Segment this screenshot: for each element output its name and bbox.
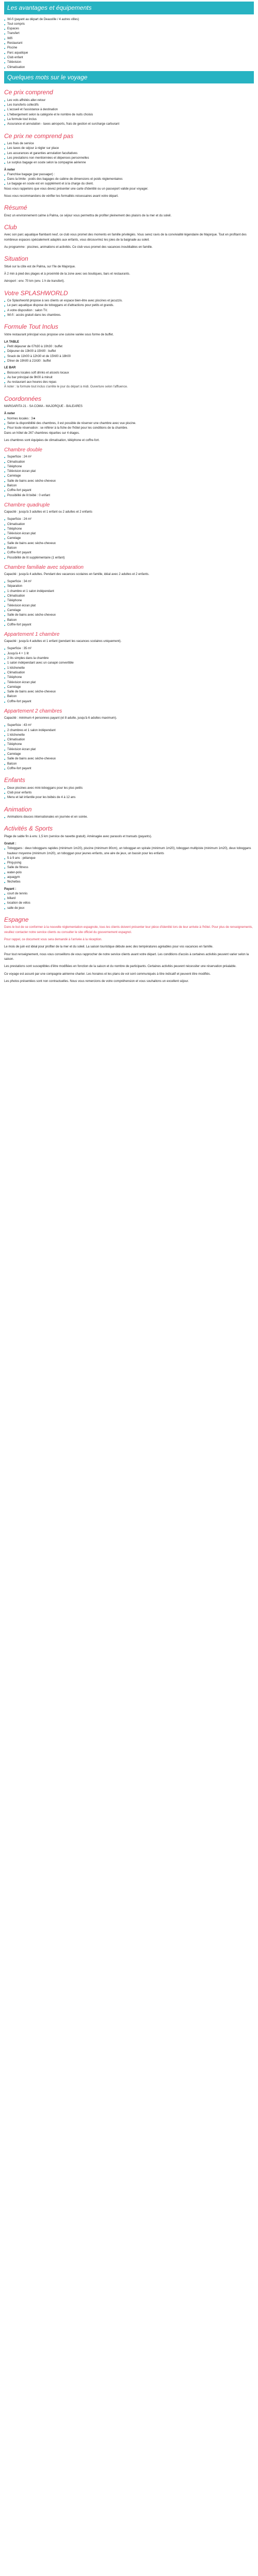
paragraph: À 2 min à pied des plages et à proximité de la zone avec ses boutiques, bars et restaurants. [4,272,131,276]
list-item: ■ Boissons locales soft drinks et alcools locaux [4,371,254,376]
bar-label: LE BAR [4,366,16,370]
room-feature: ■ Balcon [4,694,254,699]
list-item: ■ billard [4,896,254,901]
list-item: ■ Au restaurant aux heures des repas [4,380,254,385]
gratuit-list [4,846,254,885]
room-feature: ■ Climatisation [4,460,254,465]
page [0,0,258,997]
room-feature: ■ 1 kitchenette [4,666,254,671]
heading-animation: Animation [4,805,32,813]
room-type-title: Chambre quadruple [4,502,50,508]
room-type-title: Appartement 1 chambre [4,632,60,638]
list-item: ■ L'accueil et l'assistance à destination [4,108,254,112]
room-feature: ■ Balcon [4,546,254,551]
room-feature: ■ Salle de bains avec sèche-cheveux [4,613,254,618]
room-feature: ■ Carrelage [4,685,254,690]
paragraph: Les prestations sont susceptibles d'être modifiées en fonction de la saison et du nombre de participants. Certaines activités peuvent nécessiter une réservation préalable. [4,965,237,969]
list-item: ■ Le surplus bagage en soute selon la compagnie aérienne [4,161,254,165]
section-bar-quelques-mots: Quelques mots sur le voyage [4,71,254,84]
room-feature: ■ Carrelage [4,536,254,541]
room-feature: ■ Balcon [4,762,254,767]
enfants-list [4,786,254,801]
equipement-item: ■ Climatisation [4,65,254,70]
chambres-intro-list [4,417,254,431]
room-feature: ■ Téléphone [4,675,254,680]
payant-list [4,892,254,911]
equipement-item: ■ Wifi [4,37,254,41]
note-paras [4,187,254,199]
paragraph: Au programme : piscines, animations et activités. Ce club vous promet des vacances inoubliables en famille. [4,245,153,249]
paragraph: Nous vous rappelons que vous devez présenter une carte d'identité ou un passeport valide pour voyager. [4,187,149,191]
list-item: ■ Les prestations non mentionnées et dépenses personnelles [4,156,254,161]
list-item: ■ Le bagage en soute est en supplément et à la charge du client. [4,182,254,187]
list-item: ■ Dans la limite : poids des bagages de cabine de dimensions et poids réglementaires [4,177,254,182]
paragraph: Les photos présentées sont non contractuelles. Nous vous remercions de votre compréhension et vous souhaitons un excellent séjour. [4,979,189,983]
room-feature: ■ Coffre-fort payant [4,767,254,771]
room-feature: ■ Superficie : 35 m² [4,647,254,651]
room-feature: ■ Superficie : 24 m² [4,517,254,522]
heading-resume: Résumé [4,204,27,212]
list-item: ■ Petit déjeuner de 07h30 à 10h30 : buffet [4,345,254,349]
list-item: ■ Les assurances et garanties annulation facultatives [4,151,254,156]
list-item: ■ 5 à 9 ans : pétanque [4,856,254,861]
room-type-title: Appartement 2 chambres [4,708,62,714]
room-feature: ■ Carrelage [4,752,254,757]
list-item: ■ court de tennis [4,892,254,896]
heading-enfants: Enfants [4,776,25,784]
room-feature: ■ Superficie : 24 m² [4,455,254,460]
list-item: ■ L'hébergement selon la catégorie et le nombre de nuits choisis [4,113,254,117]
room-feature: ■ Salle de bains avec sèche-cheveux [4,541,254,546]
room-feature: ■ Télévision écran plat [4,532,254,536]
heading-coordonnees: Coordonnées [4,395,42,402]
list-item: ■ Selon la disponibilité des chambres, il est possible de réserver une chambre avec vue piscine. [4,421,254,426]
room-feature: ■ Salle de bains avec sèche-cheveux [4,479,254,484]
room-feature: ■ Téléphone [4,599,254,603]
room-feature: ■ Climatisation [4,522,254,527]
list-item: ■ Deux piscines avec mini-toboggans pour les plus petits [4,786,254,791]
payant-label: Payant : [4,887,17,891]
chambres-intro-paras [4,431,254,444]
list-item: ■ fléchettes [4,880,254,885]
room-features-list [4,455,254,498]
equipement-item: ■ Espaces [4,27,254,31]
equipement-item: ■ Tout compris [4,22,254,27]
room-feature: ■ Climatisation [4,594,254,599]
room-feature: ■ 1 chambre et 1 salon indépendant [4,589,254,594]
room-feature: ■ Téléphone [4,527,254,532]
paragraph: Situé sur la côte est de Palma, sur l'île de Majorque. [4,265,76,268]
list-item: ■ Menu et lait infantile pour les bébés de 4 à 12 ans [4,795,254,800]
list-item: ■ Snack de 11h00 à 12h30 et de 15h00 à 18h00 [4,354,254,359]
list-item: ■ Le parc aquatique dispose de toboggans et d'attractions pour petits et grands. [4,303,254,308]
list-item: ■ Les frais de service [4,142,254,146]
activites-intro: Plage de sable fin à env. 1,5 km (service de navette gratuit). Aménagée avec parasols et transats (payants). [4,835,152,838]
equipements-list [4,18,254,70]
list-item: ■ Franchise bagage (par passager) : [4,173,254,177]
heading-situation: Situation [4,255,28,263]
room-feature: ■ Coffre-fort payant [4,488,254,493]
list-item: ■ Les vols affrétés aller-retour [4,98,254,103]
room-feature: ■ Coffre-fort payant [4,700,254,704]
paragraph: Avec son parc aquatique flambant neuf, ce club vous promet des moments en famille privilégiés. Vous serez ravis de la convivialité légendaire de Majorque. Tout en profitant des nombreux espaces spécialement adaptés aux enfants, vous découvrirez les joies de la baignade au soleil. [4,233,247,242]
room-feature: ■ Balcon [4,484,254,488]
room-feature: ■ Coffre-fort payant [4,551,254,555]
list-item: ■ Assurance et annulation - taxes aéroports, frais de gestion et surcharge carburant [4,122,254,127]
room-feature: ■ Superficie : 34 m² [4,580,254,584]
room-feature: ■ Climatisation [4,738,254,742]
list-item: ■ Wi-fi : accès gratuit dans les chambres. [4,313,254,318]
paragraph: Le mois de juin est idéal pour profiter de la mer et du soleil. La saison touristique débute avec des températures agréables pour vos vacances en famille. [4,945,214,949]
list-item: ■ Les taxes de séjour à régler sur place [4,146,254,151]
list-item: ■ Ce Splashworld propose à ses clients un espace bien-être avec piscines et jacuzzis. [4,299,254,303]
room-feature: ■ Possibilité de lit supplémentaire (1 enfant) [4,556,254,561]
chambres-note-label: À noter [4,412,15,416]
room-type-desc: Capacité : jusqu'à 4 adultes et 1 enfant (pendant les vacances scolaires uniquement). [4,640,122,643]
room-feature: ■ Télévision écran plat [4,748,254,752]
paragraph: Dans un hôtel de 267 chambres réparties sur 4 étages. [4,431,80,435]
room-features-list [4,647,254,704]
list-item: ■ Normes locales : 3★ [4,417,254,421]
section-bar-equipements: Les avantages et équipements [4,2,254,14]
room-type-desc: Capacité : jusqu'à 4 adultes. Pendant des vacances scolaires en famille, idéal avec 2 adultes et 2 enfants. [4,572,150,576]
room-feature: ■ Salle de bains avec sèche-cheveux [4,757,254,761]
room-features-list [4,517,254,561]
list-item: ■ Dîner de 19h00 à 21h30 : buffet [4,359,254,364]
room-feature: ■ Salle de bains avec sèche-cheveux [4,690,254,694]
list-item: ■ aquagym [4,875,254,880]
room-types [4,447,254,771]
table-label: LA TABLE [4,340,19,344]
paragraph: Ce voyage est assuré par une compagnie aérienne charter. Les horaires et les plans de vol sont communiqués à titre indicatif et peuvent être modifiés. [4,972,211,976]
list-item: ■ salle de jeux [4,906,254,911]
prix-compris-list [4,98,254,127]
room-feature: ■ Télévision écran plat [4,469,254,474]
room-feature: ■ 1 kitchenette [4,733,254,738]
equipement-item: ■ Club enfant [4,56,254,60]
room-feature: ■ 2 chambres et 1 salon indépendant [4,728,254,733]
equipement-item: ■ Transfert [4,31,254,36]
list-item: ■ A votre disposition : salon TV. [4,309,254,313]
list-item: ■ Les transferts collectifs [4,103,254,108]
note-label: À noter [4,168,15,172]
heading-spa: Votre SPLASHWORLD [4,289,68,297]
room-feature: ■ 1 salon indépendant avec un canapé convertible [4,661,254,666]
gratuit-label: Gratuit : [4,842,17,845]
room-feature: ■ Carrelage [4,474,254,479]
espagne-paras [4,945,254,984]
prix-non-compris-list [4,142,254,165]
paragraph: Aéroport : env. 70 km (env. 1 h de transfert). [4,280,65,283]
room-feature: ■ Jusqu'à 4 + 1 lit [4,652,254,656]
heading-espagne: Espagne [4,916,29,924]
list-item: ■ Salle de fitness [4,866,254,870]
room-feature: ■ Superficie : 43 m² [4,723,254,728]
situation-paras [4,265,254,284]
room-feature: ■ Carrelage [4,608,254,613]
club-paras [4,233,254,250]
room-type-desc: Capacité : jusqu'à 3 adultes et 1 enfant ou 2 adultes et 2 enfants [4,510,92,514]
room-feature: ■ Téléphone [4,465,254,469]
coordonnees-text: MARGARITA 21 - SA COMA - MAJORQUE - BALEARES [4,405,83,409]
equipement-item: ■ Télévision [4,60,254,65]
equipement-item: ■ Restaurant [4,41,254,46]
paragraph: Nous vous recommandons de vérifier les formalités nécessaires avant votre départ. [4,194,119,198]
room-feature: ■ Séparation [4,584,254,589]
list-item: ■ La formule tout inclus [4,117,254,122]
list-item: ■ Club pour enfants [4,791,254,795]
room-feature: ■ Télévision écran plat [4,604,254,608]
room-type-title: Chambre familiale avec séparation [4,564,84,570]
espagne-highlight-2: Pour rappel, ce document vous sera demandé à l'arrivée à la réception. [4,938,102,942]
room-feature: ■ Coffre-fort payant [4,623,254,628]
formule-intro: Votre restaurant principal vous propose une cuisine variée sous forme de buffet. [4,333,114,336]
heading-formule: Formule Tout Inclus [4,323,58,331]
room-feature: ■ Téléphone [4,742,254,747]
list-item: ■ location de vélos [4,901,254,906]
list-item: ■ Déjeuner de 13h00 à 15h00 : buffet [4,349,254,354]
list-item: ■ Ping-pong [4,861,254,866]
bar-note: À noter : la formule tout inclus s'arrête le jour du départ à midi. Ouverture selon l'affluence. [4,385,128,389]
room-feature: ■ Climatisation [4,671,254,675]
equipement-item: ■ Wi-fi (payant au départ de Deauville / 4 autres villes) [4,18,254,22]
list-item: ■ Animations douces internationales en journée et en soirée. [4,815,254,820]
list-item: ■ water-polo [4,871,254,875]
paragraph: Les chambres sont équipées de climatisation, téléphone et coffre-fort. [4,438,100,442]
bar-list [4,371,254,385]
heading-club: Club [4,223,17,231]
paragraph: Pour tout renseignement, nous vous conseillons de vous rapprocher de notre service clients avant votre départ. Les conditions d'accès à certaines activités peuvent varier selon la saison. [4,953,249,961]
table-list [4,345,254,364]
animation-list [4,815,254,820]
room-feature: ■ Télévision écran plat [4,681,254,685]
heading-prix-non-compris: Ce prix ne comprend pas [4,132,74,140]
espagne-highlight: Dans le but de se conformer à la nouvelle réglementation espagnole, tous les clients doivent présenter leur pièce d'identité lors de leur arrivée à l'hôtel. Pour plus de renseignements, veuillez contacter notre service clients ou consulter le site officiel du gouvernement espagnol. [4,926,253,934]
room-type-title: Chambre double [4,447,42,453]
resume-text: Enez un environnement calme à Palma, ce séjour vous permettra de profiter pleinement des plaisirs de la mer et du soleil. [4,214,172,217]
room-feature: ■ 2 lits simples dans la chambre [4,656,254,661]
room-feature: ■ Balcon [4,618,254,623]
equipement-item: ■ Parc aquatique [4,51,254,56]
equipement-item: ■ Piscine [4,46,254,50]
spa-list [4,299,254,318]
note-list [4,173,254,187]
heading-prix-compris: Ce prix comprend [4,89,53,96]
heading-activites: Activités & Sports [4,825,53,833]
list-item: ■ Pour toute réservation : se référer à la fiche de l'hôtel pour les conditions de la chambre. [4,426,254,431]
list-item: ■ Au bar principal de 9h00 à minuit [4,376,254,380]
room-type-desc: Capacité : minimum 4 personnes payant (et 8 adulte, jusqu'à 6 adultes maximum). [4,717,117,720]
room-feature: ■ Possibilité de lit bébé : 0 enfant [4,494,254,498]
list-item: ■ Toboggans : deux toboggans rapides (minimum 1m20), piscine (minimum 80cm), un toboggan en spirale (minimum 1m20), toboggan multipiste (minimum 1m20), deux toboggans hauteur moyenne (minimum 1m20), un toboggan pour jeunes enfants, une aire de jeux, un bassin pour les enfants [4,846,254,856]
room-features-list [4,580,254,628]
room-features-list [4,723,254,771]
